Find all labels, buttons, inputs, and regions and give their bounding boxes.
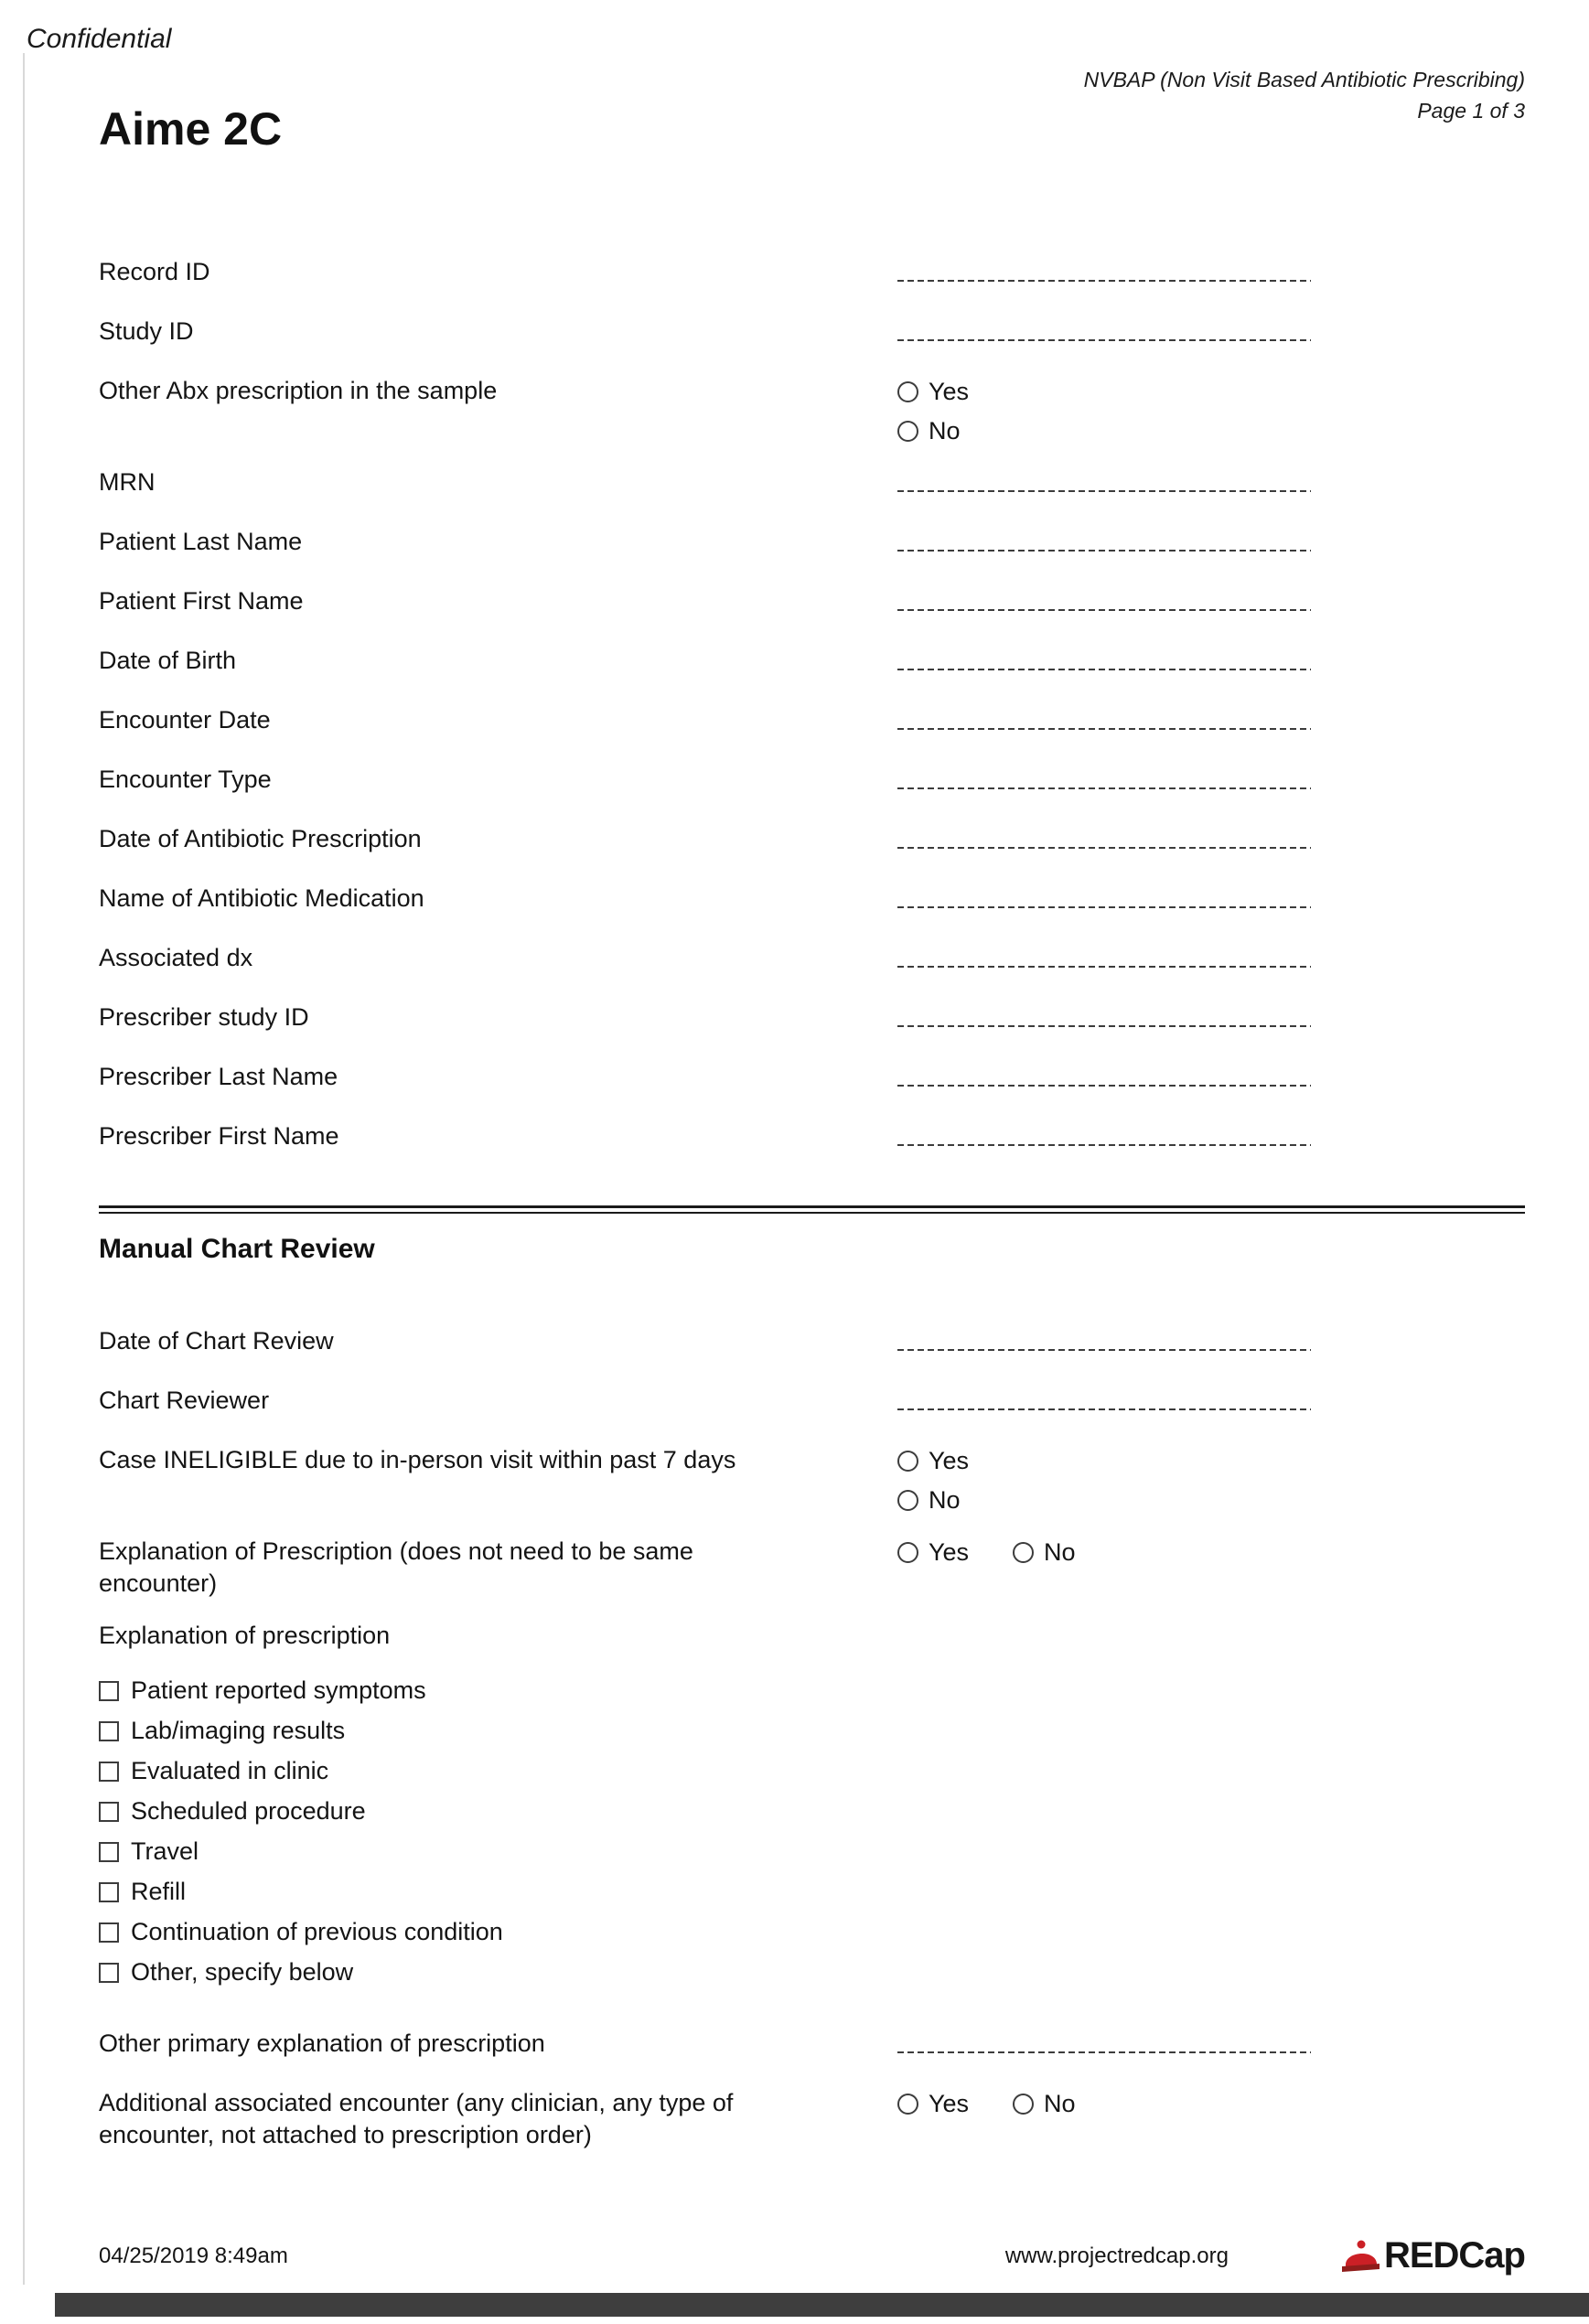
checkbox-icon[interactable]	[99, 1802, 119, 1822]
checkbox-icon[interactable]	[99, 1762, 119, 1782]
case-ineligible-radio-group	[897, 1444, 969, 1515]
field-row	[99, 942, 1525, 974]
checkbox-icon[interactable]	[99, 1963, 119, 1983]
checkbox-label: Patient reported symptoms	[131, 1676, 426, 1704]
radio-icon[interactable]	[897, 1490, 918, 1511]
field-label: Prescriber Last Name	[99, 1063, 338, 1090]
field-row	[99, 585, 1525, 617]
field-label: Encounter Date	[99, 706, 271, 734]
study-name: NVBAP (Non Visit Based Antibiotic Prescribing)	[1083, 68, 1525, 91]
explanation-checkbox-group	[99, 1676, 1525, 1987]
patient-first-name-input-line[interactable]	[897, 609, 1311, 611]
checkbox-icon[interactable]	[99, 1842, 119, 1862]
additional-encounter-radio-group	[897, 2087, 1076, 2119]
checkbox-icon[interactable]	[99, 1922, 119, 1943]
field-row	[99, 316, 1525, 348]
field-label: Record ID	[99, 258, 210, 285]
bottom-bar	[55, 2293, 1589, 2317]
field-label: Date of Birth	[99, 647, 237, 674]
checkbox-other-specify-below[interactable]	[99, 1957, 1525, 1987]
field-row	[99, 883, 1525, 915]
explanation-yes-option[interactable]	[897, 1537, 969, 1568]
date-of-chart-review-input-line[interactable]	[897, 1349, 1311, 1351]
option-label: Yes	[929, 2090, 970, 2117]
checkbox-continuation-previous-condition[interactable]	[99, 1917, 1525, 1947]
field-row	[99, 2028, 1525, 2060]
checkbox-icon[interactable]	[99, 1882, 119, 1902]
field-row	[99, 1385, 1525, 1417]
redcap-logo-icon	[1338, 2238, 1380, 2276]
option-label: Yes	[929, 1538, 970, 1566]
field-row	[99, 645, 1525, 677]
field-label: Other Abx prescription in the sample	[99, 377, 498, 404]
checkbox-travel[interactable]	[99, 1837, 1525, 1867]
prescriber-first-name-input-line[interactable]	[897, 1144, 1311, 1146]
field-label: Date of Chart Review	[99, 1327, 334, 1355]
mrn-input-line[interactable]	[897, 490, 1311, 492]
footer-right	[1005, 2235, 1525, 2276]
field-label: Encounter Type	[99, 766, 272, 793]
study-id-input-line[interactable]	[897, 339, 1311, 341]
checkbox-patient-reported-symptoms[interactable]	[99, 1676, 1525, 1706]
radio-icon[interactable]	[897, 1451, 918, 1472]
checkbox-label: Continuation of previous condition	[131, 1918, 503, 1945]
footer-timestamp: 04/25/2019 8:49am	[99, 2243, 288, 2268]
field-label: Prescriber study ID	[99, 1003, 309, 1031]
field-label: Other primary explanation of prescription	[99, 2029, 545, 2057]
redcap-logo	[1338, 2235, 1525, 2276]
field-label: Name of Antibiotic Medication	[99, 884, 424, 912]
other-abx-radio-group	[897, 375, 969, 446]
field-label: Explanation of Prescription (does not need to be same encounter)	[99, 1537, 693, 1597]
field-label: Prescriber First Name	[99, 1122, 339, 1150]
redcap-url[interactable]: www.projectredcap.org	[1004, 2243, 1229, 2268]
checkbox-icon[interactable]	[99, 1721, 119, 1741]
associated-dx-input-line[interactable]	[897, 966, 1311, 968]
checkbox-evaluated-in-clinic[interactable]	[99, 1756, 1525, 1786]
radio-icon[interactable]	[897, 421, 918, 442]
prescriber-study-id-input-line[interactable]	[897, 1025, 1311, 1027]
checkbox-label: Evaluated in clinic	[131, 1757, 329, 1784]
field-label: Associated dx	[99, 944, 253, 971]
field-row	[99, 466, 1525, 498]
chart-reviewer-input-line[interactable]	[897, 1408, 1311, 1410]
page-edge-line	[23, 53, 25, 2285]
section-divider	[99, 1205, 1525, 1214]
checkbox-group-label: Explanation of prescription	[99, 1622, 391, 1649]
option-label: Yes	[929, 1447, 970, 1474]
field-row	[99, 1120, 1525, 1152]
field-label: Case INELIGIBLE due to in-person visit within past 7 days	[99, 1446, 736, 1473]
field-label: Patient First Name	[99, 587, 304, 615]
encounter-type-input-line[interactable]	[897, 787, 1311, 789]
checkbox-label: Scheduled procedure	[131, 1797, 366, 1825]
radio-icon[interactable]	[1013, 2094, 1034, 2115]
field-row	[99, 823, 1525, 855]
additional-encounter-yes-option[interactable]	[897, 2089, 969, 2119]
checkbox-label: Other, specify below	[131, 1958, 354, 1986]
confidential-label: Confidential	[27, 24, 172, 54]
radio-icon[interactable]	[897, 2094, 918, 2115]
radio-icon[interactable]	[897, 1542, 918, 1563]
field-row	[99, 256, 1525, 288]
section-title: Manual Chart Review	[99, 1234, 375, 1264]
option-label: No	[1044, 2090, 1076, 2117]
other-abx-no-option[interactable]	[897, 416, 969, 446]
field-label: Chart Reviewer	[99, 1387, 270, 1414]
form-body	[99, 256, 1525, 2171]
checkbox-label: Travel	[131, 1837, 199, 1865]
field-label: Additional associated encounter (any clinician, any type of encounter, not attached to prescription order)	[99, 2089, 734, 2148]
option-label: No	[1044, 1538, 1076, 1566]
form-title: Aime 2C	[99, 103, 283, 155]
radio-icon[interactable]	[897, 381, 918, 402]
checkbox-lab-imaging-results[interactable]	[99, 1716, 1525, 1746]
explanation-of-prescription-radio-group	[897, 1536, 1076, 1568]
page-number: Page 1 of 3	[1417, 99, 1525, 123]
date-of-antibiotic-prescription-input-line[interactable]	[897, 847, 1311, 849]
field-label: Patient Last Name	[99, 528, 303, 555]
encounter-date-input-line[interactable]	[897, 728, 1311, 730]
field-row	[99, 704, 1525, 736]
other-primary-explanation-input-line[interactable]	[897, 2051, 1311, 2053]
explanation-no-option[interactable]	[1013, 1537, 1076, 1568]
field-row	[99, 2087, 1525, 2151]
checkbox-icon[interactable]	[99, 1681, 119, 1701]
field-label: Date of Antibiotic Prescription	[99, 825, 422, 852]
case-ineligible-no-option[interactable]	[897, 1485, 969, 1515]
field-row	[99, 1001, 1525, 1033]
field-row	[99, 1444, 1525, 1515]
field-label: Study ID	[99, 317, 194, 345]
checkbox-label: Refill	[131, 1878, 187, 1905]
patient-last-name-input-line[interactable]	[897, 550, 1311, 552]
field-row	[99, 526, 1525, 558]
page-footer	[99, 2235, 1525, 2276]
radio-icon[interactable]	[1013, 1542, 1034, 1563]
option-label: No	[929, 1486, 961, 1514]
field-row	[99, 375, 1525, 446]
checkbox-label: Lab/imaging results	[131, 1717, 346, 1744]
case-ineligible-yes-option[interactable]	[897, 1446, 969, 1476]
record-id-input-line[interactable]	[897, 280, 1311, 282]
prescriber-last-name-input-line[interactable]	[897, 1085, 1311, 1087]
checkbox-scheduled-procedure[interactable]	[99, 1796, 1525, 1826]
option-label: No	[929, 417, 961, 444]
field-row	[99, 1325, 1525, 1357]
checkbox-refill[interactable]	[99, 1877, 1525, 1907]
name-of-antibiotic-medication-input-line[interactable]	[897, 906, 1311, 908]
field-row	[99, 764, 1525, 796]
field-row	[99, 1536, 1525, 1600]
option-label: Yes	[929, 378, 970, 405]
field-label: MRN	[99, 468, 156, 496]
form-header-right	[1084, 64, 1525, 126]
date-of-birth-input-line[interactable]	[897, 669, 1311, 670]
field-row	[99, 1061, 1525, 1093]
redcap-logo-text: REDCap	[1383, 2235, 1525, 2276]
additional-encounter-no-option[interactable]	[1013, 2089, 1076, 2119]
other-abx-yes-option[interactable]	[897, 377, 969, 407]
